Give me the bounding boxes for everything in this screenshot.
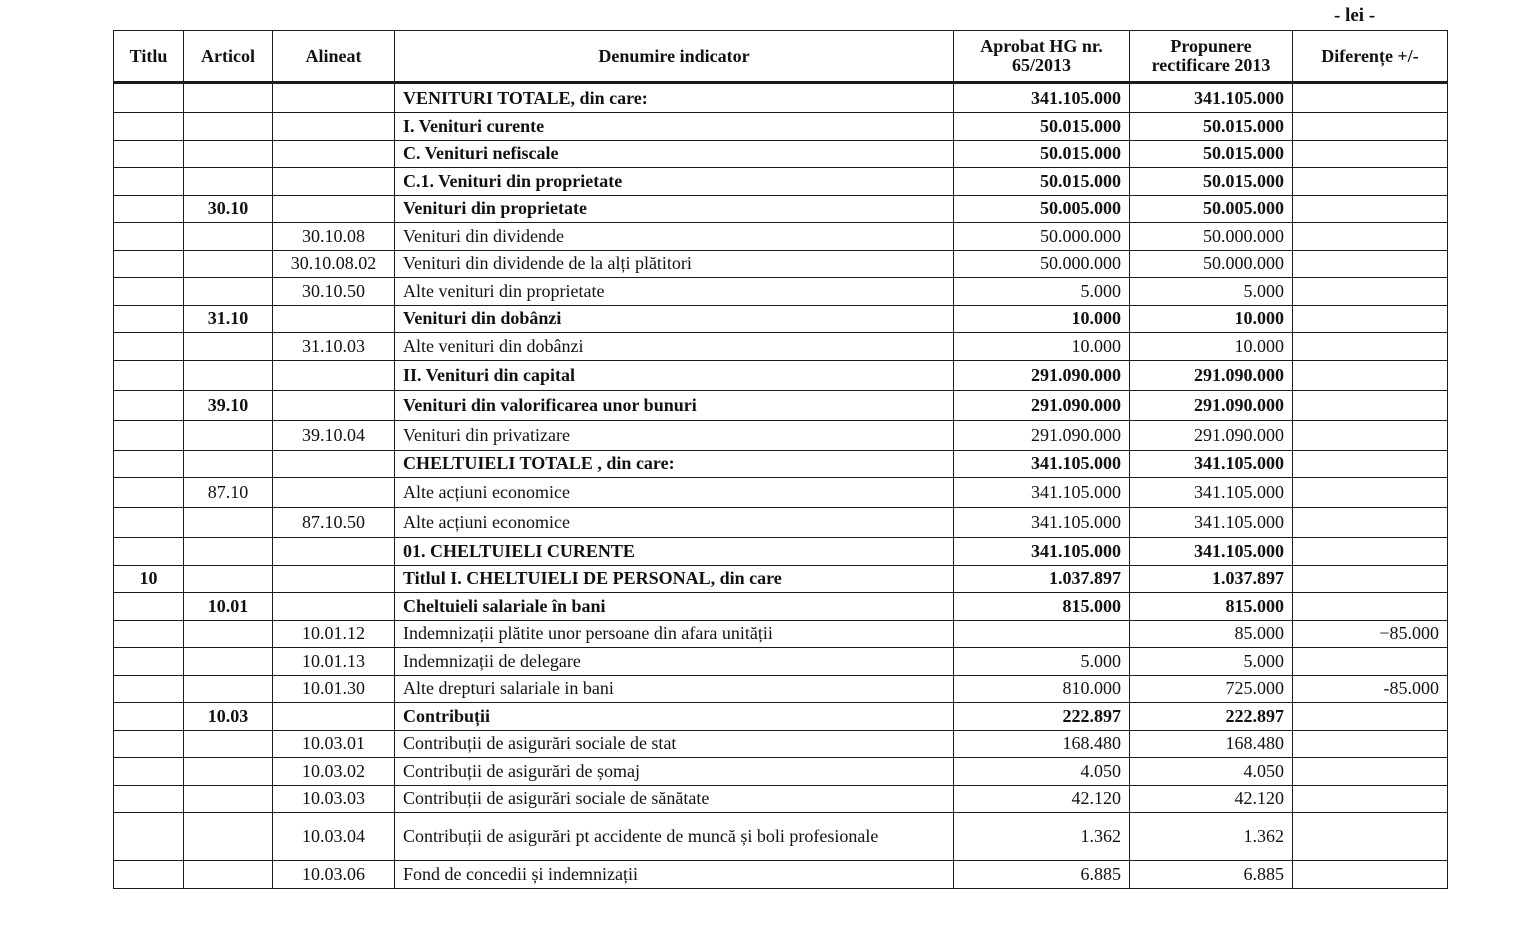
cell-titlu [114, 450, 184, 478]
cell-diferente [1293, 140, 1448, 168]
cell-diferente [1293, 250, 1448, 278]
cell-alineat [273, 593, 395, 621]
cell-alineat [273, 195, 395, 223]
table-row [114, 333, 1448, 361]
cell-alineat [273, 140, 395, 168]
cell-diferente [1293, 861, 1448, 889]
cell-propunere: 291.090.000 [1130, 420, 1293, 450]
header-diferente: Diferențe +/- [1293, 31, 1448, 83]
cell-titlu [114, 278, 184, 306]
cell-titlu [114, 648, 184, 676]
cell-diferente [1293, 593, 1448, 621]
cell-denumire: Alte drepturi salariale in bani [395, 675, 954, 703]
cell-titlu [114, 620, 184, 648]
cell-propunere: 341.105.000 [1130, 478, 1293, 508]
cell-alineat: 10.01.13 [273, 648, 395, 676]
cell-denumire: Contribuții de asigurări pt accidente de muncă și boli profesionale [395, 813, 954, 861]
cell-alineat: 39.10.04 [273, 420, 395, 450]
cell-aprobat: 50.005.000 [954, 195, 1130, 223]
cell-titlu [114, 83, 184, 113]
cell-articol [184, 250, 273, 278]
cell-propunere: 341.105.000 [1130, 538, 1293, 566]
cell-denumire: Fond de concedii și indemnizații [395, 861, 954, 889]
cell-denumire: Venituri din dividende [395, 223, 954, 251]
cell-denumire: C. Venituri nefiscale [395, 140, 954, 168]
cell-aprobat: 50.000.000 [954, 250, 1130, 278]
cell-diferente [1293, 478, 1448, 508]
table-row [114, 508, 1448, 538]
cell-diferente [1293, 390, 1448, 420]
cell-diferente [1293, 420, 1448, 450]
cell-articol [184, 333, 273, 361]
cell-titlu [114, 360, 184, 390]
cell-alineat: 30.10.08 [273, 223, 395, 251]
cell-aprobat: 341.105.000 [954, 83, 1130, 113]
cell-aprobat: 341.105.000 [954, 538, 1130, 566]
cell-alineat: 10.01.12 [273, 620, 395, 648]
cell-aprobat: 341.105.000 [954, 478, 1130, 508]
cell-titlu [114, 861, 184, 889]
cell-alineat [273, 538, 395, 566]
cell-propunere: 50.000.000 [1130, 223, 1293, 251]
cell-alineat: 87.10.50 [273, 508, 395, 538]
cell-articol [184, 785, 273, 813]
cell-diferente [1293, 758, 1448, 786]
cell-alineat [273, 450, 395, 478]
cell-articol [184, 508, 273, 538]
cell-alineat [273, 360, 395, 390]
cell-denumire: Venituri din proprietate [395, 195, 954, 223]
cell-propunere: 50.015.000 [1130, 168, 1293, 196]
cell-denumire: Venituri din privatizare [395, 420, 954, 450]
cell-aprobat: 50.015.000 [954, 168, 1130, 196]
cell-denumire: Alte acțiuni economice [395, 478, 954, 508]
cell-propunere: 10.000 [1130, 333, 1293, 361]
cell-aprobat [954, 620, 1130, 648]
cell-titlu [114, 730, 184, 758]
cell-denumire: Contribuții de asigurări sociale de stat [395, 730, 954, 758]
cell-aprobat: 222.897 [954, 703, 1130, 731]
cell-aprobat: 1.362 [954, 813, 1130, 861]
cell-aprobat: 10.000 [954, 305, 1130, 333]
cell-articol: 10.03 [184, 703, 273, 731]
cell-denumire: Indemnizații plătite unor persoane din afara unității [395, 620, 954, 648]
header-aprobat: Aprobat HG nr. 65/2013 [954, 31, 1130, 83]
cell-denumire: 01. CHELTUIELI CURENTE [395, 538, 954, 566]
cell-alineat: 10.03.06 [273, 861, 395, 889]
cell-aprobat: 5.000 [954, 648, 1130, 676]
cell-diferente [1293, 730, 1448, 758]
table-row [114, 390, 1448, 420]
cell-articol: 39.10 [184, 390, 273, 420]
cell-propunere: 50.005.000 [1130, 195, 1293, 223]
cell-articol [184, 140, 273, 168]
table-row [114, 861, 1448, 889]
cell-propunere: 50.015.000 [1130, 140, 1293, 168]
cell-denumire: C.1. Venituri din proprietate [395, 168, 954, 196]
cell-titlu [114, 675, 184, 703]
cell-diferente [1293, 565, 1448, 593]
cell-aprobat: 6.885 [954, 861, 1130, 889]
cell-diferente: -85.000 [1293, 675, 1448, 703]
cell-diferente [1293, 538, 1448, 566]
table-row [114, 813, 1448, 861]
cell-aprobat: 50.015.000 [954, 113, 1130, 141]
cell-aprobat: 168.480 [954, 730, 1130, 758]
cell-diferente: −85.000 [1293, 620, 1448, 648]
cell-aprobat: 291.090.000 [954, 420, 1130, 450]
cell-diferente [1293, 508, 1448, 538]
cell-articol [184, 113, 273, 141]
table-row [114, 223, 1448, 251]
table-row [114, 113, 1448, 141]
table-row [114, 675, 1448, 703]
cell-diferente [1293, 278, 1448, 306]
cell-titlu [114, 140, 184, 168]
cell-articol: 87.10 [184, 478, 273, 508]
cell-alineat [273, 305, 395, 333]
cell-denumire: Alte venituri din dobânzi [395, 333, 954, 361]
cell-propunere: 6.885 [1130, 861, 1293, 889]
cell-propunere: 341.105.000 [1130, 83, 1293, 113]
cell-propunere: 341.105.000 [1130, 450, 1293, 478]
cell-propunere: 10.000 [1130, 305, 1293, 333]
cell-alineat: 10.01.30 [273, 675, 395, 703]
table-row [114, 360, 1448, 390]
cell-aprobat: 10.000 [954, 333, 1130, 361]
cell-articol [184, 83, 273, 113]
cell-aprobat: 50.000.000 [954, 223, 1130, 251]
cell-articol [184, 450, 273, 478]
cell-alineat [273, 565, 395, 593]
cell-articol [184, 168, 273, 196]
cell-titlu [114, 223, 184, 251]
cell-aprobat: 50.015.000 [954, 140, 1130, 168]
cell-articol [184, 648, 273, 676]
cell-propunere: 1.037.897 [1130, 565, 1293, 593]
table-row [114, 140, 1448, 168]
cell-articol [184, 223, 273, 251]
cell-alineat: 10.03.01 [273, 730, 395, 758]
cell-articol [184, 538, 273, 566]
cell-titlu [114, 113, 184, 141]
cell-articol [184, 278, 273, 306]
cell-diferente [1293, 113, 1448, 141]
header-denumire: Denumire indicator [395, 31, 954, 83]
cell-diferente [1293, 333, 1448, 361]
cell-aprobat: 810.000 [954, 675, 1130, 703]
header-row [114, 31, 1448, 83]
cell-denumire: I. Venituri curente [395, 113, 954, 141]
cell-aprobat: 341.105.000 [954, 450, 1130, 478]
cell-denumire: Titlul I. CHELTUIELI DE PERSONAL, din care [395, 565, 954, 593]
cell-propunere: 168.480 [1130, 730, 1293, 758]
cell-alineat [273, 390, 395, 420]
cell-articol: 30.10 [184, 195, 273, 223]
cell-titlu [114, 168, 184, 196]
cell-articol [184, 758, 273, 786]
cell-denumire: Contribuții de asigurări sociale de sănătate [395, 785, 954, 813]
table-header [114, 31, 1448, 83]
cell-propunere: 1.362 [1130, 813, 1293, 861]
cell-titlu [114, 250, 184, 278]
cell-denumire: Indemnizații de delegare [395, 648, 954, 676]
cell-diferente [1293, 168, 1448, 196]
cell-diferente [1293, 360, 1448, 390]
cell-aprobat: 42.120 [954, 785, 1130, 813]
cell-articol: 10.01 [184, 593, 273, 621]
table-row [114, 305, 1448, 333]
cell-denumire: Venituri din dobânzi [395, 305, 954, 333]
table-row [114, 83, 1448, 113]
cell-denumire: VENITURI TOTALE, din care: [395, 83, 954, 113]
cell-alineat: 30.10.08.02 [273, 250, 395, 278]
cell-propunere: 815.000 [1130, 593, 1293, 621]
cell-articol [184, 360, 273, 390]
cell-articol [184, 565, 273, 593]
header-propunere: Propunere rectificare 2013 [1130, 31, 1293, 83]
cell-titlu [114, 593, 184, 621]
cell-articol [184, 730, 273, 758]
table-row [114, 278, 1448, 306]
cell-aprobat: 4.050 [954, 758, 1130, 786]
cell-titlu [114, 508, 184, 538]
cell-alineat [273, 703, 395, 731]
cell-alineat: 31.10.03 [273, 333, 395, 361]
cell-alineat [273, 168, 395, 196]
cell-diferente [1293, 785, 1448, 813]
cell-alineat: 10.03.03 [273, 785, 395, 813]
cell-denumire: Venituri din dividende de la alți plătitori [395, 250, 954, 278]
cell-titlu [114, 785, 184, 813]
cell-titlu [114, 703, 184, 731]
cell-diferente [1293, 195, 1448, 223]
cell-articol [184, 813, 273, 861]
table-row [114, 703, 1448, 731]
cell-titlu [114, 538, 184, 566]
cell-propunere: 85.000 [1130, 620, 1293, 648]
cell-titlu [114, 333, 184, 361]
table-row [114, 565, 1448, 593]
table-row [114, 450, 1448, 478]
cell-diferente [1293, 648, 1448, 676]
cell-alineat: 10.03.02 [273, 758, 395, 786]
cell-aprobat: 5.000 [954, 278, 1130, 306]
cell-aprobat: 1.037.897 [954, 565, 1130, 593]
table-row [114, 168, 1448, 196]
cell-titlu [114, 305, 184, 333]
cell-articol [184, 420, 273, 450]
cell-denumire: II. Venituri din capital [395, 360, 954, 390]
table-row [114, 648, 1448, 676]
cell-denumire: Contribuții [395, 703, 954, 731]
table-row [114, 758, 1448, 786]
cell-diferente [1293, 703, 1448, 731]
cell-alineat: 30.10.50 [273, 278, 395, 306]
header-alineat: Alineat [273, 31, 395, 83]
cell-articol [184, 861, 273, 889]
unit-label: - lei - [1334, 5, 1376, 26]
table-body [114, 83, 1448, 889]
cell-denumire: CHELTUIELI TOTALE , din care: [395, 450, 954, 478]
cell-denumire: Alte venituri din proprietate [395, 278, 954, 306]
cell-articol: 31.10 [184, 305, 273, 333]
budget-table [113, 30, 1448, 889]
cell-propunere: 291.090.000 [1130, 360, 1293, 390]
cell-diferente [1293, 813, 1448, 861]
cell-denumire: Contribuții de asigurări de șomaj [395, 758, 954, 786]
cell-articol [184, 675, 273, 703]
cell-propunere: 725.000 [1130, 675, 1293, 703]
table-row [114, 195, 1448, 223]
table-row [114, 420, 1448, 450]
table-row [114, 730, 1448, 758]
cell-propunere: 5.000 [1130, 648, 1293, 676]
cell-diferente [1293, 450, 1448, 478]
cell-titlu [114, 390, 184, 420]
cell-propunere: 50.015.000 [1130, 113, 1293, 141]
cell-propunere: 291.090.000 [1130, 390, 1293, 420]
cell-propunere: 222.897 [1130, 703, 1293, 731]
cell-denumire: Venituri din valorificarea unor bunuri [395, 390, 954, 420]
table-row [114, 478, 1448, 508]
header-titlu: Titlu [114, 31, 184, 83]
cell-propunere: 4.050 [1130, 758, 1293, 786]
table-row [114, 620, 1448, 648]
cell-alineat [273, 83, 395, 113]
cell-aprobat: 291.090.000 [954, 390, 1130, 420]
cell-titlu [114, 420, 184, 450]
table-row [114, 593, 1448, 621]
cell-alineat [273, 478, 395, 508]
cell-diferente [1293, 223, 1448, 251]
cell-titlu [114, 195, 184, 223]
cell-propunere: 42.120 [1130, 785, 1293, 813]
cell-denumire: Cheltuieli salariale în bani [395, 593, 954, 621]
header-articol: Articol [184, 31, 273, 83]
table-row [114, 785, 1448, 813]
cell-aprobat: 341.105.000 [954, 508, 1130, 538]
cell-titlu [114, 758, 184, 786]
cell-aprobat: 815.000 [954, 593, 1130, 621]
cell-titlu: 10 [114, 565, 184, 593]
cell-propunere: 341.105.000 [1130, 508, 1293, 538]
cell-titlu [114, 813, 184, 861]
table-row [114, 250, 1448, 278]
cell-propunere: 5.000 [1130, 278, 1293, 306]
cell-diferente [1293, 305, 1448, 333]
cell-articol [184, 620, 273, 648]
cell-diferente [1293, 83, 1448, 113]
cell-titlu [114, 478, 184, 508]
cell-propunere: 50.000.000 [1130, 250, 1293, 278]
cell-aprobat: 291.090.000 [954, 360, 1130, 390]
cell-alineat [273, 113, 395, 141]
table-row [114, 538, 1448, 566]
cell-denumire: Alte acțiuni economice [395, 508, 954, 538]
cell-alineat: 10.03.04 [273, 813, 395, 861]
